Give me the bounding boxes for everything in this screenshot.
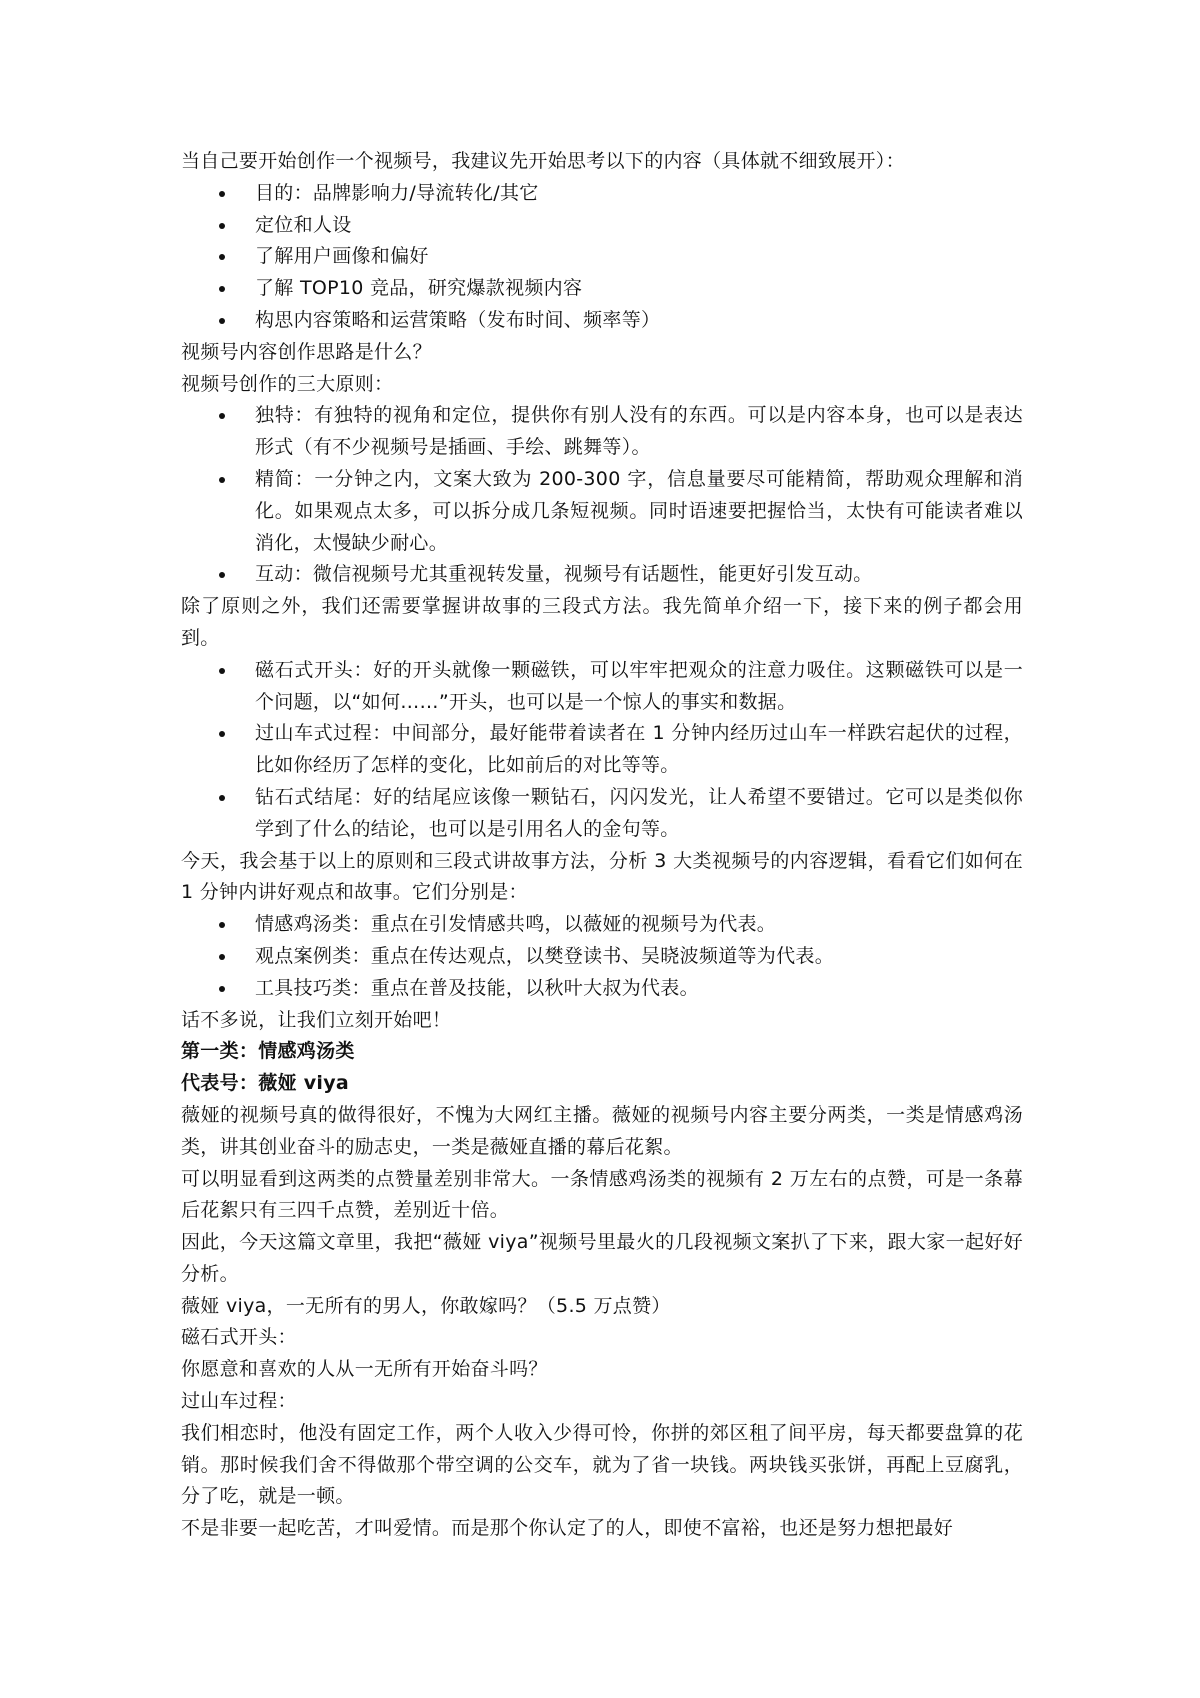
list-item-text: 了解用户画像和偏好 xyxy=(255,245,429,268)
body-paragraph: 可以明显看到这两类的点赞量差别非常大。一条情感鸡汤类的视频有 2 万左右的点赞，可是一条幕后花絮只有三四千点赞，差别近十倍。 xyxy=(181,1167,1023,1222)
list-item-text: 观点案例类：重点在传达观点，以樊登读书、吴晓波频道等为代表。 xyxy=(255,944,835,967)
list-item-text: 情感鸡汤类：重点在引发情感共鸣，以薇娅的视频号为代表。 xyxy=(255,913,777,936)
bullet-icon xyxy=(219,572,225,578)
bullet-icon xyxy=(219,986,225,992)
method-intro-paragraph: 除了原则之外，我们还需要掌握讲故事的三段式方法。我先简单介绍一下，接下来的例子都会用到。 xyxy=(181,595,1023,649)
bullet-icon xyxy=(219,795,225,801)
list-item-text: 独特：有独特的视角和定位，提供你有别人没有的东西。可以是内容本身，也可以是表达形式（有不少视频号是插画、手绘、跳舞等）。 xyxy=(255,404,1023,459)
bullet-icon xyxy=(219,223,225,229)
question-paragraph: 视频号内容创作思路是什么？ xyxy=(181,340,432,363)
last-line: 不是非要一起吃苦，才叫爱情。而是那个你认定了的人，即使不富裕，也还是努力想把最好 xyxy=(181,1517,954,1540)
bullet-icon xyxy=(219,922,225,928)
today-paragraph: 今天，我会基于以上的原则和三段式讲故事方法，分析 3 大类视频号的内容逻辑，看看它们如何在 1 分钟内讲好观点和故事。它们分别是： xyxy=(181,849,1023,904)
body-paragraph: 薇娅的视频号真的做得很好，不愧为大网红主播。薇娅的视频号内容主要分两类，一类是情感鸡汤类，讲其创业奋斗的励志史，一类是薇娅直播的幕后花絮。 xyxy=(181,1103,1023,1158)
list-item xyxy=(181,400,1023,464)
principles-list xyxy=(181,400,1023,591)
categories-list xyxy=(181,909,1023,1004)
list-item xyxy=(181,464,1023,559)
bullet-icon xyxy=(219,731,225,737)
bullet-icon xyxy=(219,254,225,260)
list-item-text: 钻石式结尾：好的结尾应该像一颗钻石，闪闪发光，让人希望不要错过。它可以是类似你学到了什么的结论，也可以是引用名人的金句等。 xyxy=(255,785,1023,840)
video-title: 薇娅 viya，一无所有的男人，你敢嫁吗？（5.5 万点赞） xyxy=(181,1294,671,1317)
list-item-text: 互动：微信视频号尤其重视转发量，视频号有话题性，能更好引发互动。 xyxy=(255,563,873,586)
bullet-icon xyxy=(219,286,225,292)
intro-paragraph: 当自己要开始创作一个视频号，我建议先开始思考以下的内容（具体就不细致展开）： xyxy=(181,150,905,172)
document-body xyxy=(181,146,1023,1545)
bullet-icon xyxy=(219,413,225,419)
list-item xyxy=(181,909,1023,941)
bullet-icon xyxy=(219,668,225,674)
intro-list xyxy=(181,178,1023,337)
list-item xyxy=(181,178,1023,210)
body-paragraph: 因此，今天这篇文章里，我把“薇娅 viya”视频号里最火的几段视频文案扒了下来，跟大家一起好好分析。 xyxy=(181,1231,1023,1285)
list-item-text: 工具技巧类：重点在普及技能，以秋叶大叔为代表。 xyxy=(255,976,699,999)
magnet-label: 磁石式开头： xyxy=(181,1326,297,1349)
list-item xyxy=(181,718,1023,782)
list-item-text: 磁石式开头：好的开头就像一颗磁铁，可以牢牢把观众的注意力吸住。这颗磁铁可以是一个问题，以“如何……”开头，也可以是一个惊人的事实和数据。 xyxy=(255,658,1023,713)
list-item xyxy=(181,559,1023,591)
list-item xyxy=(181,655,1023,719)
list-item-text: 过山车式过程：中间部分，最好能带着读者在 1 分钟内经历过山车一样跌宕起伏的过程，比如你经历了怎样的变化，比如前后的对比等等。 xyxy=(255,722,1023,777)
list-item-text: 定位和人设 xyxy=(255,213,352,236)
bullet-icon xyxy=(219,318,225,324)
list-item-text: 目的：品牌影响力/导流转化/其它 xyxy=(255,181,539,204)
start-paragraph: 话不多说，让我们立刻开始吧！ xyxy=(181,1008,452,1031)
coaster-text: 我们相恋时，他没有固定工作，两个人收入少得可怜，你拼的郊区租了间平房，每天都要盘算的花销。那时候我们舍不得做那个带空调的公交车，就为了省一块钱。两块钱买张饼，再配上豆腐乳，分了吃，就是一顿。 xyxy=(181,1421,1023,1508)
list-item xyxy=(181,305,1023,337)
list-item xyxy=(181,241,1023,273)
methods-list xyxy=(181,655,1023,846)
bullet-icon xyxy=(219,954,225,960)
bullet-icon xyxy=(219,191,225,197)
coaster-label: 过山车过程： xyxy=(181,1390,297,1413)
list-item xyxy=(181,973,1023,1005)
bullet-icon xyxy=(219,477,225,483)
list-item xyxy=(181,941,1023,973)
section-heading: 第一类：情感鸡汤类 xyxy=(181,1040,355,1063)
list-item-text: 精简：一分钟之内，文案大致为 200-300 字，信息量要尽可能精简，帮助观众理解和消化。如果观点太多，可以拆分成几条短视频。同时语速要把握恰当，太快有可能读者难以消化，太慢缺少耐心。 xyxy=(255,467,1023,554)
principles-title: 视频号创作的三大原则： xyxy=(181,372,394,395)
list-item xyxy=(181,210,1023,242)
list-item xyxy=(181,782,1023,846)
representative-heading: 代表号：薇娅 viya xyxy=(181,1072,350,1095)
magnet-text: 你愿意和喜欢的人从一无所有开始奋斗吗？ xyxy=(181,1358,548,1381)
list-item-text: 构思内容策略和运营策略（发布时间、频率等） xyxy=(255,308,661,331)
list-item xyxy=(181,273,1023,305)
list-item-text: 了解 TOP10 竞品，研究爆款视频内容 xyxy=(255,277,583,300)
